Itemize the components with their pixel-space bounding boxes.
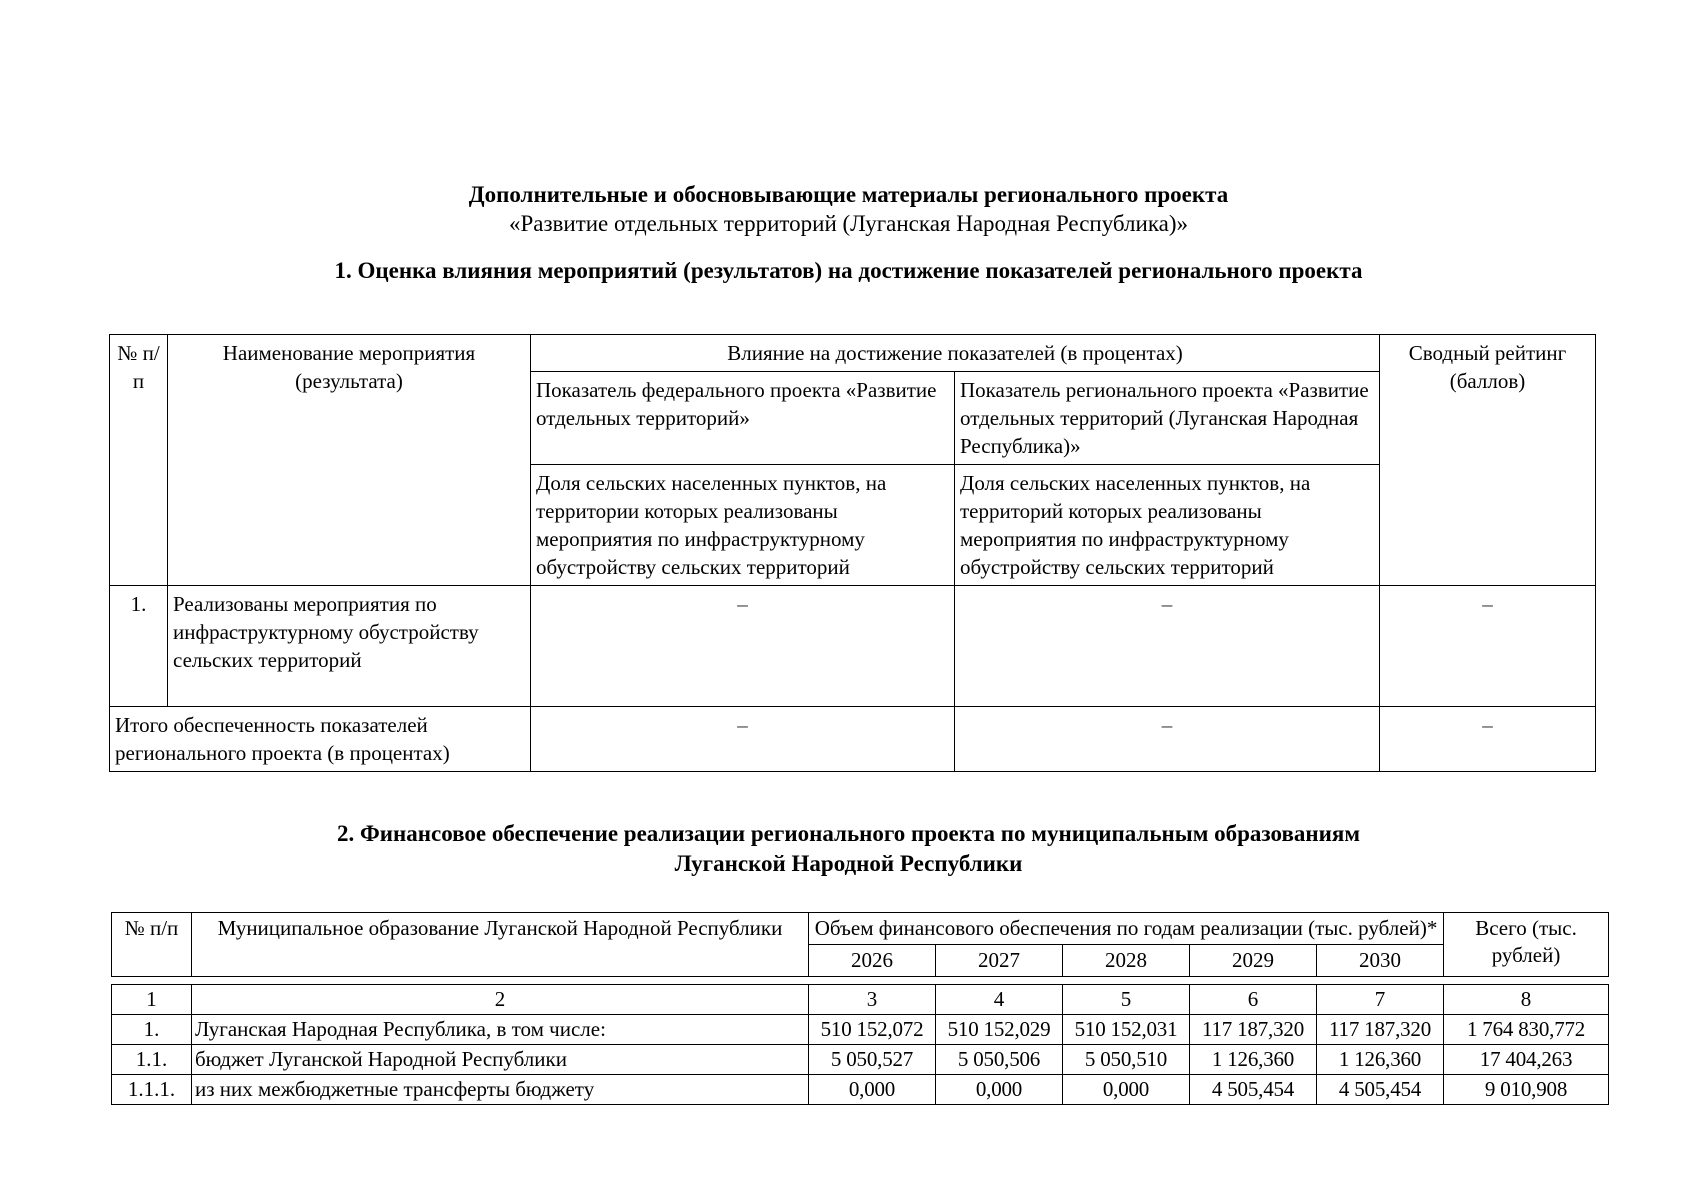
column-index: 2 xyxy=(192,985,809,1015)
total-row xyxy=(110,707,1596,772)
table-row xyxy=(110,586,1596,707)
row-value-2026: 510 152,072 xyxy=(809,1015,936,1045)
header-municipality: Муниципальное образование Луганской Народной Республики xyxy=(192,913,809,977)
header-separator xyxy=(112,977,1609,985)
column-index: 6 xyxy=(1190,985,1317,1015)
column-index-row xyxy=(112,985,1609,1015)
column-index: 5 xyxy=(1063,985,1190,1015)
financing-table-header-row xyxy=(112,913,1609,945)
table-row xyxy=(112,1045,1609,1075)
row-value-2028: 5 050,510 xyxy=(1063,1045,1190,1075)
row-value-2029: 4 505,454 xyxy=(1190,1075,1317,1105)
federal-indicator-description: Доля сельских населенных пунктов, на территории которых реализованы мероприятия по инфраструктурному обустройству сельских территорий xyxy=(531,465,955,586)
section1-title: 1. Оценка влияния мероприятий (результатов) на достижение показателей регионального проекта xyxy=(334,258,1363,283)
row-value-2029: 1 126,360 xyxy=(1190,1045,1317,1075)
header-influence: Влияние на достижение показателей (в процентах) xyxy=(531,335,1380,372)
row-value-2030: 4 505,454 xyxy=(1317,1075,1444,1105)
header-num: № п/п xyxy=(112,913,192,977)
row-municipality: бюджет Луганской Народной Республики xyxy=(192,1045,809,1075)
table-row xyxy=(112,1015,1609,1045)
row-total: 9 010,908 xyxy=(1444,1075,1609,1105)
column-index: 7 xyxy=(1317,985,1444,1015)
header-num: № п/п xyxy=(110,335,168,586)
row-value-2028: 510 152,031 xyxy=(1063,1015,1190,1045)
column-index: 1 xyxy=(112,985,192,1015)
column-index: 8 xyxy=(1444,985,1609,1015)
total-label: Итого обеспеченность показателей регионального проекта (в процентах) xyxy=(110,707,531,772)
header-federal-indicator: Показатель федерального проекта «Развитие отдельных территорий» xyxy=(531,372,955,465)
row-activity-name: Реализованы мероприятия по инфраструктурному обустройству сельских территорий xyxy=(168,586,531,707)
row-num: 1. xyxy=(112,1015,192,1045)
header-rating: Сводный рейтинг (баллов) xyxy=(1380,335,1596,586)
header-financing-volume: Объем финансового обеспечения по годам реализации (тыс. рублей)* xyxy=(809,913,1444,945)
section2-title-line2: Луганской Народной Республики xyxy=(674,851,1023,876)
row-value-2026: 5 050,527 xyxy=(809,1045,936,1075)
header-year-2027: 2027 xyxy=(936,945,1063,977)
row-municipality: Луганская Народная Республика, в том числе: xyxy=(192,1015,809,1045)
document-subtitle: «Развитие отдельных территорий (Луганская Народная Республика)» xyxy=(508,211,1189,236)
row-value-2028: 0,000 xyxy=(1063,1075,1190,1105)
row-num: 1.1. xyxy=(112,1045,192,1075)
row-num: 1.1.1. xyxy=(112,1075,192,1105)
row-value-2027: 0,000 xyxy=(936,1075,1063,1105)
header-year-2026: 2026 xyxy=(809,945,936,977)
row-federal-value: – xyxy=(531,586,955,707)
header-year-2030: 2030 xyxy=(1317,945,1444,977)
row-municipality: из них межбюджетные трансферты бюджету xyxy=(192,1075,809,1105)
row-rating-value: – xyxy=(1380,586,1596,707)
row-value-2029: 117 187,320 xyxy=(1190,1015,1317,1045)
column-index: 4 xyxy=(936,985,1063,1015)
document-title: Дополнительные и обосновывающие материалы регионального проекта xyxy=(468,182,1229,207)
total-federal-value: – xyxy=(531,707,955,772)
impact-table xyxy=(109,334,1596,772)
regional-indicator-description: Доля сельских населенных пунктов, на территорий которых реализованы мероприятия по инфраструктурному обустройству сельских территорий xyxy=(955,465,1380,586)
row-value-2027: 510 152,029 xyxy=(936,1015,1063,1045)
row-value-2027: 5 050,506 xyxy=(936,1045,1063,1075)
row-value-2030: 117 187,320 xyxy=(1317,1015,1444,1045)
header-regional-indicator: Показатель регионального проекта «Развитие отдельных территорий (Луганская Народная Республика)» xyxy=(955,372,1380,465)
row-total: 17 404,263 xyxy=(1444,1045,1609,1075)
total-rating-value: – xyxy=(1380,707,1596,772)
row-regional-value: – xyxy=(955,586,1380,707)
column-index: 3 xyxy=(809,985,936,1015)
table-row xyxy=(112,1075,1609,1105)
impact-table-header-row xyxy=(110,335,1596,372)
header-year-2028: 2028 xyxy=(1063,945,1190,977)
header-year-2029: 2029 xyxy=(1190,945,1317,977)
financing-table xyxy=(111,912,1609,1105)
header-activity-name: Наименование мероприятия (результата) xyxy=(168,335,531,586)
header-total: Всего (тыс. рублей) xyxy=(1444,913,1609,977)
row-value-2030: 1 126,360 xyxy=(1317,1045,1444,1075)
row-num: 1. xyxy=(110,586,168,707)
row-total: 1 764 830,772 xyxy=(1444,1015,1609,1045)
row-value-2026: 0,000 xyxy=(809,1075,936,1105)
total-regional-value: – xyxy=(955,707,1380,772)
section2-title-line1: 2. Финансовое обеспечение реализации регионального проекта по муниципальным образованиям xyxy=(336,821,1360,846)
